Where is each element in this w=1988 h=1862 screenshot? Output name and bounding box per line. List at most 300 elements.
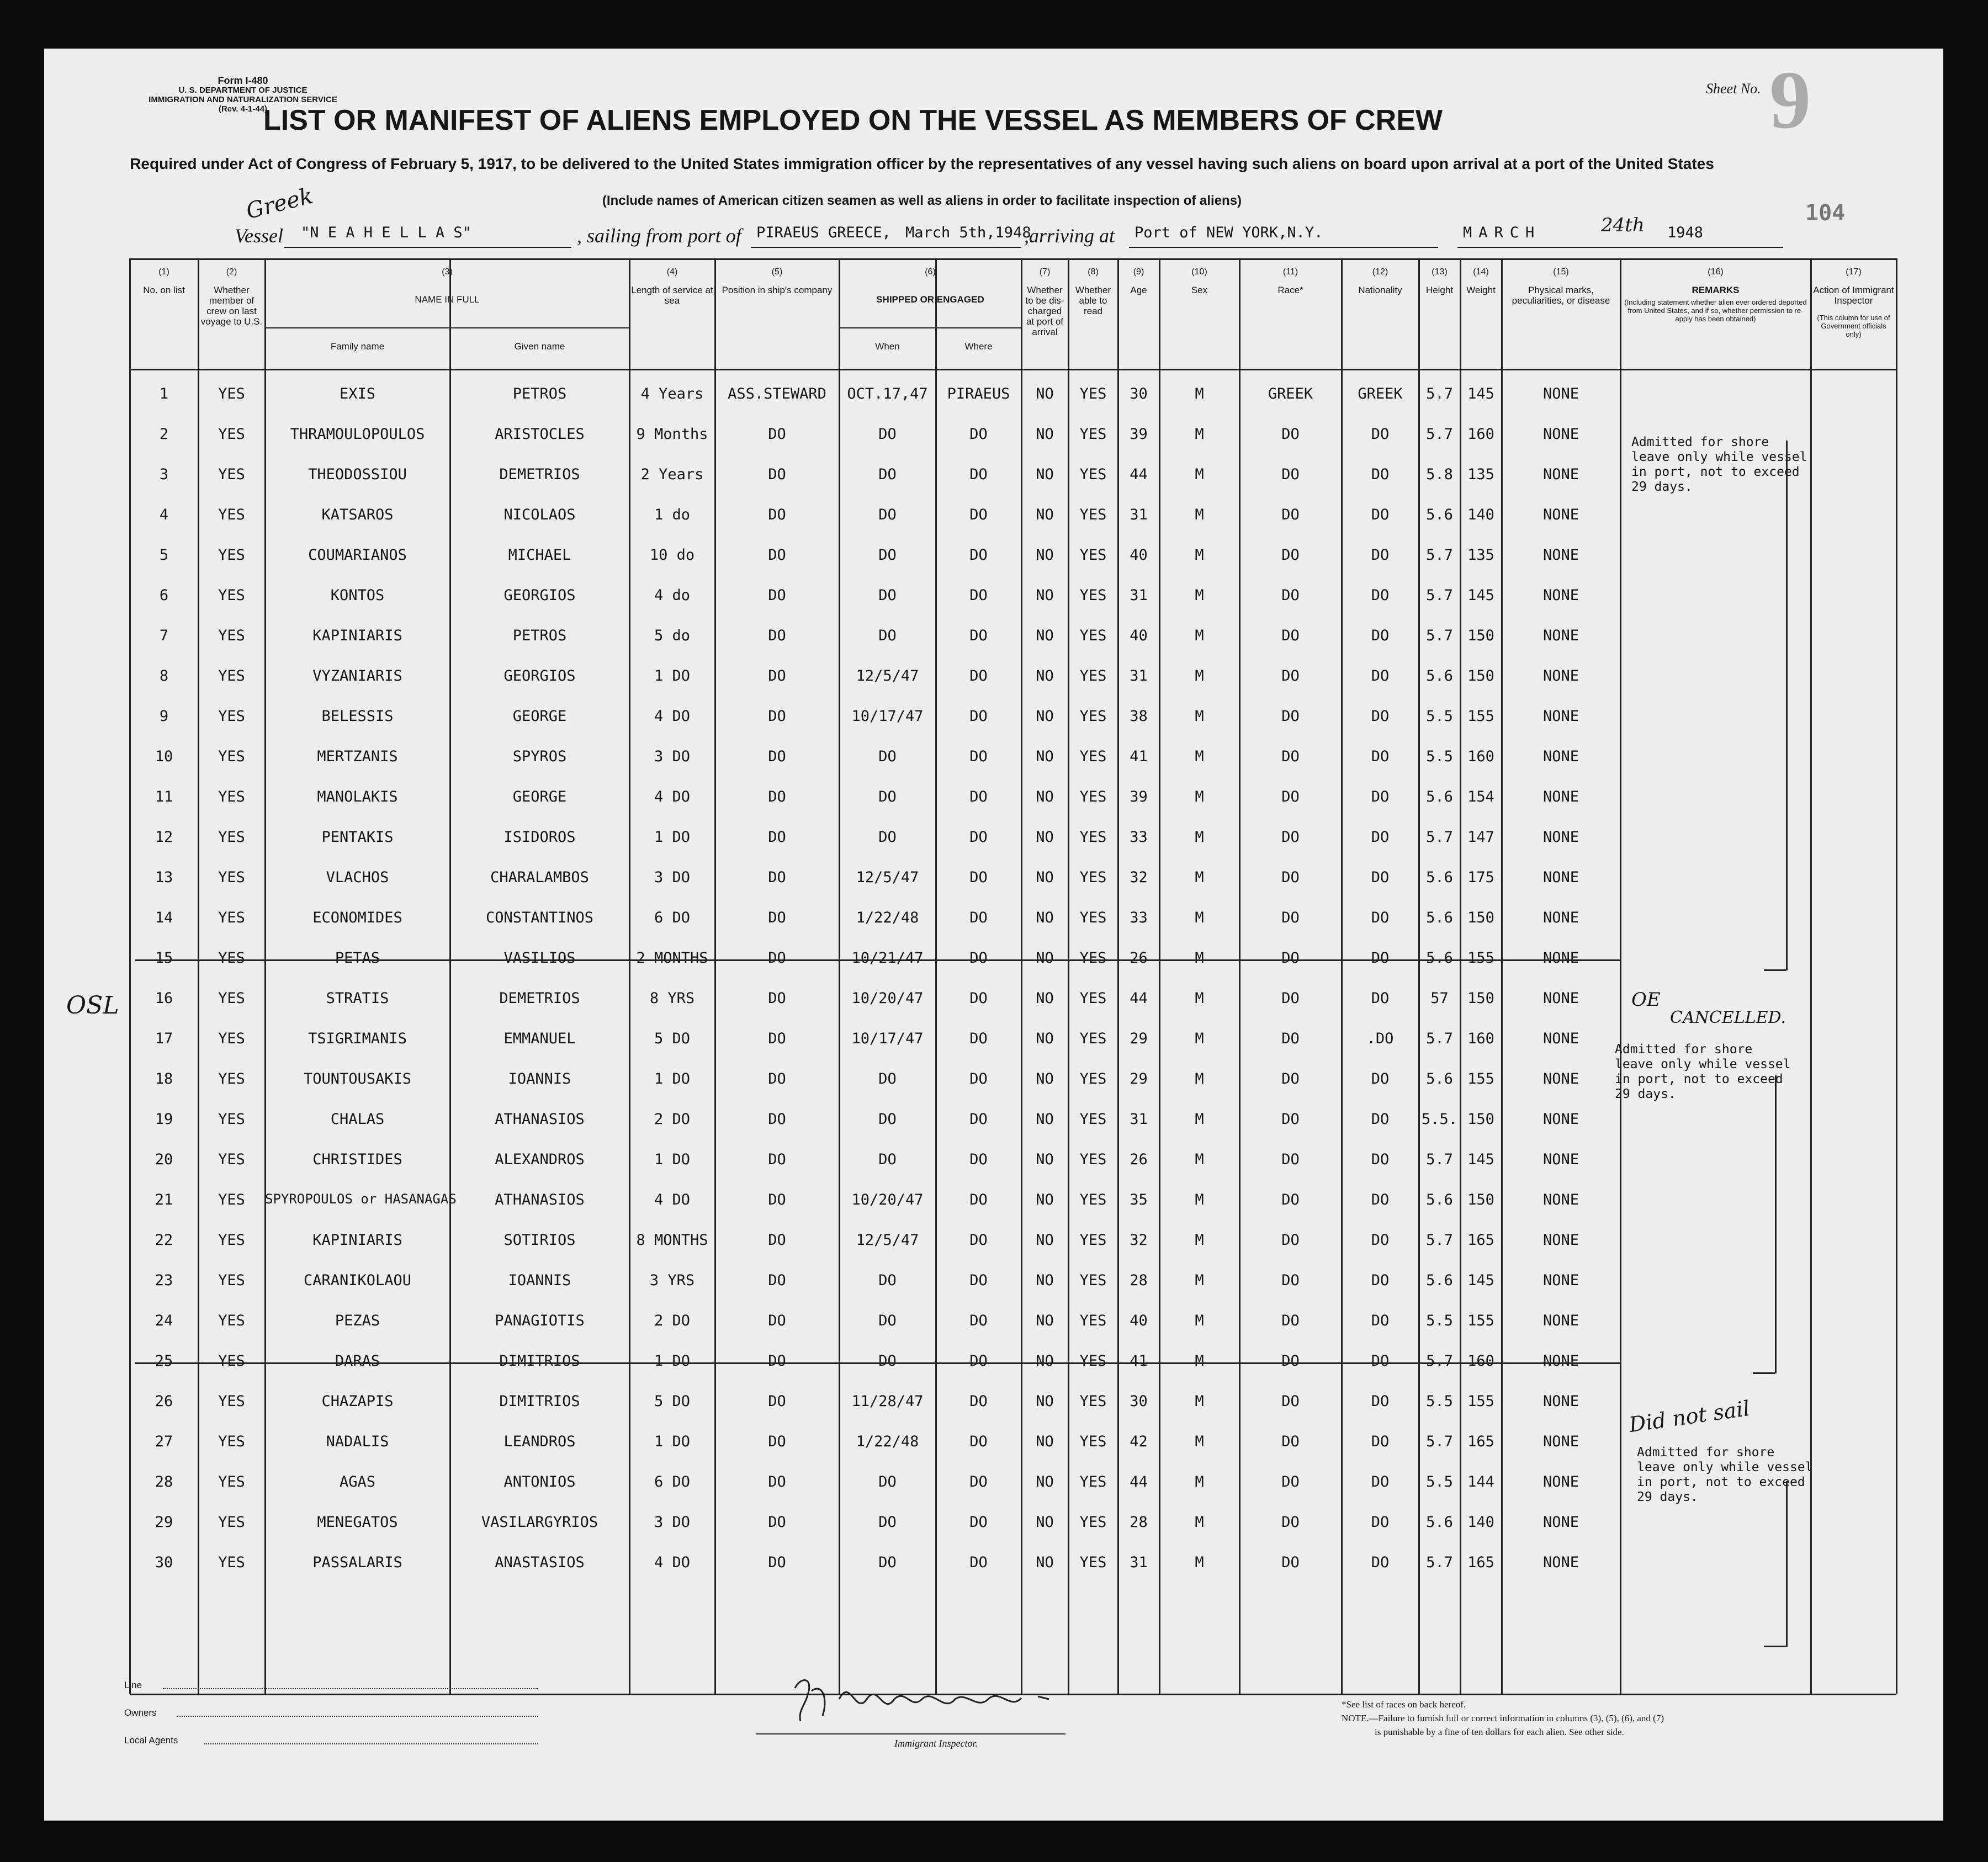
row-25-marks: NONE: [1542, 1352, 1579, 1370]
row-28-nationality: DO: [1371, 1473, 1390, 1490]
row-15-race: DO: [1281, 949, 1300, 967]
row-28-weight: 144: [1467, 1473, 1494, 1490]
row-23-family: CARANIKOLAOU: [303, 1272, 412, 1289]
row-26-nationality: DO: [1371, 1393, 1390, 1410]
form-service: IMMIGRATION AND NATURALIZATION SERVICE: [149, 95, 337, 104]
row-8-where: DO: [969, 667, 988, 685]
row-8-race: DO: [1281, 667, 1300, 685]
row-14-height: 5.6: [1426, 909, 1453, 926]
sheet-label: Sheet No.: [1706, 81, 1761, 97]
row-26-service: 5 DO: [654, 1393, 691, 1410]
row-1-height: 5.7: [1426, 385, 1453, 402]
row-16-sex: M: [1195, 990, 1204, 1007]
footnote-fine-cont: is punishable by a fine of ten dollars for each alien. See other side.: [1375, 1727, 1624, 1737]
row-23-given: IOANNIS: [508, 1272, 571, 1289]
row-3-crew: YES: [218, 466, 245, 483]
remarks-bracket-end: [1764, 1646, 1786, 1647]
row-5-family: COUMARIANOS: [308, 547, 407, 564]
row-30-sex: M: [1195, 1554, 1204, 1571]
column-header-7: Whether to be dis-charged at port of arrival: [1025, 285, 1064, 337]
table-top-rule: [130, 258, 1896, 260]
remarks-oe-initials: OE: [1631, 989, 1661, 1011]
row-10-given: SPYROS: [512, 748, 567, 765]
column-number-2: (2): [226, 267, 237, 277]
row-4-read: YES: [1079, 506, 1107, 523]
row-15-when: 10/21/47: [851, 949, 924, 967]
row-23-position: DO: [768, 1272, 786, 1289]
row-28-age: 44: [1130, 1473, 1148, 1490]
row-3-race: DO: [1281, 466, 1300, 483]
row-14-service: 6 DO: [654, 909, 691, 926]
row-6-no: 6: [159, 587, 169, 604]
row-23-crew: YES: [218, 1272, 245, 1289]
row-10-age: 41: [1130, 748, 1148, 765]
row-29-marks: NONE: [1542, 1514, 1579, 1531]
row-23-when: DO: [878, 1272, 897, 1289]
row-12-crew: YES: [218, 829, 245, 846]
arriving-label: ,arriving at: [1024, 225, 1115, 247]
row-2-height: 5.7: [1426, 426, 1453, 443]
row-29-race: DO: [1281, 1514, 1300, 1531]
remarks-bracket-line: [1775, 1075, 1777, 1373]
row-11-crew: YES: [218, 788, 245, 805]
column-number-13: (13): [1432, 267, 1448, 277]
row-5-given: MICHAEL: [508, 547, 571, 564]
row-28-race: DO: [1281, 1473, 1300, 1490]
row-29-no: 29: [155, 1514, 173, 1531]
row-8-when: 12/5/47: [856, 667, 919, 685]
row-20-sex: M: [1195, 1151, 1204, 1168]
inspector-signature: [778, 1666, 1065, 1738]
row-13-when: 12/5/47: [856, 869, 919, 886]
row-10-weight: 160: [1467, 748, 1494, 765]
row-28-given: ANTONIOS: [503, 1473, 576, 1490]
row-4-service: 1 do: [654, 506, 691, 523]
row-11-where: DO: [969, 788, 988, 805]
row-6-service: 4 do: [654, 587, 691, 604]
remarks-did-not-sail: Did not sail: [1627, 1396, 1752, 1437]
row-16-no: 16: [155, 990, 173, 1007]
row-29-where: DO: [969, 1514, 988, 1531]
row-28-discharged: NO: [1036, 1473, 1054, 1490]
row-11-given: GEORGE: [512, 788, 567, 805]
row-30-marks: NONE: [1542, 1554, 1579, 1571]
row-6-marks: NONE: [1542, 587, 1579, 604]
row-8-marks: NONE: [1542, 667, 1579, 685]
row-28-position: DO: [768, 1473, 786, 1490]
row-18-marks: NONE: [1542, 1070, 1579, 1088]
arrival-month: MARCH: [1463, 224, 1541, 241]
row-15-discharged: NO: [1036, 949, 1054, 967]
row-16-marks: NONE: [1542, 990, 1579, 1007]
row-17-discharged: NO: [1036, 1030, 1054, 1047]
row-13-family: VLACHOS: [326, 869, 389, 886]
row-5-no: 5: [159, 547, 169, 564]
row-30-race: DO: [1281, 1554, 1300, 1571]
row-10-when: DO: [878, 748, 897, 765]
row-27-race: DO: [1281, 1433, 1300, 1450]
row-25-age: 41: [1130, 1352, 1148, 1370]
row-13-sex: M: [1195, 869, 1204, 886]
row-16-nationality: DO: [1371, 990, 1390, 1007]
row-4-marks: NONE: [1542, 506, 1579, 523]
row-3-nationality: DO: [1371, 466, 1390, 483]
row-6-read: YES: [1079, 587, 1107, 604]
row-11-discharged: NO: [1036, 788, 1054, 805]
row-7-given: PETROS: [512, 627, 567, 644]
row-3-age: 44: [1130, 466, 1148, 483]
row-21-race: DO: [1281, 1191, 1300, 1208]
row-27-weight: 165: [1467, 1433, 1494, 1450]
row-5-service: 10 do: [649, 547, 695, 564]
row-3-weight: 135: [1467, 466, 1494, 483]
row-2-nationality: DO: [1371, 426, 1390, 443]
row-11-no: 11: [155, 788, 173, 805]
row-26-family: CHAZAPIS: [321, 1393, 394, 1410]
row-25-crew: YES: [218, 1352, 245, 1370]
column-header-17: Action of Immigrant Inspector: [1813, 285, 1894, 306]
column-header-16: REMARKS: [1692, 285, 1740, 295]
row-18-read: YES: [1079, 1070, 1107, 1088]
row-15-family: PETAS: [335, 949, 380, 967]
row-4-family: KATSAROS: [321, 506, 394, 523]
row-13-discharged: NO: [1036, 869, 1054, 886]
row-19-no: 19: [155, 1111, 173, 1128]
row-4-when: DO: [878, 506, 897, 523]
row-12-marks: NONE: [1542, 829, 1579, 846]
row-28-when: DO: [878, 1473, 897, 1490]
row-1-race: GREEK: [1268, 385, 1313, 402]
row-25-weight: 160: [1467, 1352, 1494, 1370]
row-24-age: 40: [1130, 1312, 1148, 1329]
row-8-family: VYZANIARIS: [312, 667, 402, 685]
row-30-where: DO: [969, 1554, 988, 1571]
column-header-6: SHIPPED OR ENGAGED: [876, 294, 984, 305]
row-26-marks: NONE: [1542, 1393, 1579, 1410]
form-number: Form I-480: [218, 75, 268, 86]
row-11-weight: 154: [1467, 788, 1494, 805]
row-1-where: PIRAEUS: [947, 385, 1010, 402]
row-17-crew: YES: [218, 1030, 245, 1047]
row-2-age: 39: [1130, 426, 1148, 443]
column-header-4: Length of service at sea: [631, 285, 713, 306]
row-13-no: 13: [155, 869, 173, 886]
row-28-marks: NONE: [1542, 1473, 1579, 1490]
row-24-discharged: NO: [1036, 1312, 1054, 1329]
row-20-read: YES: [1079, 1151, 1107, 1168]
row-7-nationality: DO: [1371, 627, 1390, 644]
row-10-height: 5.5: [1426, 748, 1453, 765]
row-6-nationality: DO: [1371, 587, 1390, 604]
row-20-family: CHRISTIDES: [312, 1151, 402, 1168]
row-17-position: DO: [768, 1030, 786, 1047]
row-2-marks: NONE: [1542, 426, 1579, 443]
row-20-no: 20: [155, 1151, 173, 1168]
row-12-nationality: DO: [1371, 829, 1390, 846]
row-6-weight: 145: [1467, 587, 1494, 604]
row-4-given: NICOLAOS: [503, 506, 576, 523]
row-24-position: DO: [768, 1312, 786, 1329]
row-22-read: YES: [1079, 1232, 1107, 1249]
remarks-bracket-end: [1764, 969, 1786, 971]
row-9-position: DO: [768, 708, 786, 725]
row-19-discharged: NO: [1036, 1111, 1054, 1128]
row-29-service: 3 DO: [654, 1514, 691, 1531]
row-24-service: 2 DO: [654, 1312, 691, 1329]
row-5-where: DO: [969, 547, 988, 564]
row-10-service: 3 DO: [654, 748, 691, 765]
row-3-discharged: NO: [1036, 466, 1054, 483]
row-26-height: 5.5: [1426, 1393, 1453, 1410]
row-18-position: DO: [768, 1070, 786, 1088]
row-12-discharged: NO: [1036, 829, 1054, 846]
row-10-sex: M: [1195, 748, 1204, 765]
column-header-15: Physical marks, peculiarities, or disease: [1512, 285, 1610, 306]
row-26-weight: 155: [1467, 1393, 1494, 1410]
row-21-crew: YES: [218, 1191, 245, 1208]
row-5-position: DO: [768, 547, 786, 564]
row-10-read: YES: [1079, 748, 1107, 765]
row-23-read: YES: [1079, 1272, 1107, 1289]
remarks-cancelled: CANCELLED.: [1670, 1008, 1786, 1027]
row-12-weight: 147: [1467, 829, 1494, 846]
row-9-sex: M: [1195, 708, 1204, 725]
row-24-sex: M: [1195, 1312, 1204, 1329]
row-28-read: YES: [1079, 1473, 1107, 1490]
footer-owners-label: Owners: [124, 1707, 157, 1718]
row-3-where: DO: [969, 466, 988, 483]
row-18-race: DO: [1281, 1070, 1300, 1088]
row-22-sex: M: [1195, 1232, 1204, 1249]
column-header-note-16: (Including statement whether alien ever ordered deported from United States, and if so, whether permission to re-apply has been obtained): [1624, 298, 1807, 323]
row-8-weight: 150: [1467, 667, 1494, 685]
row-22-crew: YES: [218, 1232, 245, 1249]
row-24-family: PEZAS: [335, 1312, 380, 1329]
row-16-discharged: NO: [1036, 990, 1054, 1007]
row-30-crew: YES: [218, 1554, 245, 1571]
row-9-crew: YES: [218, 708, 245, 725]
row-29-discharged: NO: [1036, 1514, 1054, 1531]
row-30-nationality: DO: [1371, 1554, 1390, 1571]
row-23-discharged: NO: [1036, 1272, 1054, 1289]
row-15-position: DO: [768, 949, 786, 967]
row-2-read: YES: [1079, 426, 1107, 443]
row-21-family: SPYROPOULOS or HASANAGAS: [265, 1191, 457, 1207]
row-11-family: MANOLAKIS: [317, 788, 398, 805]
handwritten-vessel-note: Greek: [243, 183, 316, 225]
vessel-label: Vessel: [235, 225, 283, 247]
row-29-weight: 140: [1467, 1514, 1494, 1531]
row-2-race: DO: [1281, 426, 1300, 443]
row-27-given: LEANDROS: [503, 1433, 576, 1450]
row-19-read: YES: [1079, 1111, 1107, 1128]
row-17-height: 5.7: [1426, 1030, 1453, 1047]
row-27-when: 1/22/48: [856, 1433, 919, 1450]
row-13-service: 3 DO: [654, 869, 691, 886]
row-13-nationality: DO: [1371, 869, 1390, 886]
row-16-height: 57: [1430, 990, 1449, 1007]
row-27-crew: YES: [218, 1433, 245, 1450]
column-number-4: (4): [666, 267, 678, 277]
row-6-position: DO: [768, 587, 786, 604]
row-1-position: ASS.STEWARD: [728, 385, 826, 402]
column-header-9: Age: [1130, 285, 1147, 295]
footer-agents-label: Local Agents: [124, 1735, 178, 1746]
row-24-height: 5.5: [1426, 1312, 1453, 1329]
document-subtitle-note: (Include names of American citizen seamen as well as aliens in order to facilitate inspection of aliens): [602, 193, 1242, 208]
row-23-where: DO: [969, 1272, 988, 1289]
name-subheader-rule: [265, 327, 629, 328]
row-10-where: DO: [969, 748, 988, 765]
row-3-sex: M: [1195, 466, 1204, 483]
row-14-given: CONSTANTINOS: [485, 909, 594, 926]
row-1-crew: YES: [218, 385, 245, 402]
row-29-height: 5.6: [1426, 1514, 1453, 1531]
row-20-weight: 145: [1467, 1151, 1494, 1168]
row-12-service: 1 DO: [654, 829, 691, 846]
row-5-discharged: NO: [1036, 547, 1054, 564]
row-12-height: 5.7: [1426, 829, 1453, 846]
row-7-crew: YES: [218, 627, 245, 644]
row-5-age: 40: [1130, 547, 1148, 564]
row-4-where: DO: [969, 506, 988, 523]
row-16-position: DO: [768, 990, 786, 1007]
row-20-nationality: DO: [1371, 1151, 1390, 1168]
document-title: LIST OR MANIFEST OF ALIENS EMPLOYED ON THE VESSEL AS MEMBERS OF CREW: [263, 104, 1443, 136]
row-6-family: KONTOS: [330, 587, 385, 604]
table-header-rule: [130, 369, 1896, 370]
row-15-height: 5.6: [1426, 949, 1453, 967]
row-27-position: DO: [768, 1433, 786, 1450]
row-4-no: 4: [159, 506, 169, 523]
row-2-discharged: NO: [1036, 426, 1054, 443]
column-number-7: (7): [1039, 267, 1051, 277]
row-28-crew: YES: [218, 1473, 245, 1490]
row-15-no: 15: [155, 949, 173, 967]
row-13-given: CHARALAMBOS: [490, 869, 589, 886]
row-20-when: DO: [878, 1151, 897, 1168]
row-11-position: DO: [768, 788, 786, 805]
row-22-given: SOTIRIOS: [503, 1232, 576, 1249]
row-8-height: 5.6: [1426, 667, 1453, 685]
row-25-where: DO: [969, 1352, 988, 1370]
row-9-nationality: DO: [1371, 708, 1390, 725]
row-21-weight: 150: [1467, 1191, 1494, 1208]
row-12-family: PENTAKIS: [321, 829, 394, 846]
row-18-no: 18: [155, 1070, 173, 1088]
row-17-read: YES: [1079, 1030, 1107, 1047]
row-7-position: DO: [768, 627, 786, 644]
row-22-age: 32: [1130, 1232, 1148, 1249]
column-header-14: Weight: [1466, 285, 1496, 295]
row-10-nationality: DO: [1371, 748, 1390, 765]
row-20-discharged: NO: [1036, 1151, 1054, 1168]
row-6-height: 5.7: [1426, 587, 1453, 604]
row-8-discharged: NO: [1036, 667, 1054, 685]
row-13-read: YES: [1079, 869, 1107, 886]
row-8-crew: YES: [218, 667, 245, 685]
row-12-age: 33: [1130, 829, 1148, 846]
column-number-1: (1): [158, 267, 169, 277]
row-23-weight: 145: [1467, 1272, 1494, 1289]
row-9-when: 10/17/47: [851, 708, 924, 725]
column-number-3: (3): [442, 267, 453, 277]
row-25-no: 25: [155, 1352, 173, 1370]
row-11-nationality: DO: [1371, 788, 1390, 805]
row-26-race: DO: [1281, 1393, 1300, 1410]
row-9-family: BELESSIS: [321, 708, 394, 725]
row-21-when: 10/20/47: [851, 1191, 924, 1208]
row-9-age: 38: [1130, 708, 1148, 725]
row-10-family: MERTZANIS: [317, 748, 398, 765]
row-19-nationality: DO: [1371, 1111, 1390, 1128]
row-28-height: 5.5: [1426, 1473, 1453, 1490]
row-5-when: DO: [878, 547, 897, 564]
footnote-fine: NOTE.—Failure to furnish full or correct information in columns (3), (5), (6), and (7): [1342, 1713, 1664, 1723]
row-26-where: DO: [969, 1393, 988, 1410]
row-21-given: ATHANASIOS: [495, 1191, 585, 1208]
row-13-crew: YES: [218, 869, 245, 886]
row-5-race: DO: [1281, 547, 1300, 564]
row-29-read: YES: [1079, 1514, 1107, 1531]
row-25-given: DIMITRIOS: [499, 1352, 580, 1370]
row-3-no: 3: [159, 466, 169, 483]
row-24-nationality: DO: [1371, 1312, 1390, 1329]
row-22-race: DO: [1281, 1232, 1300, 1249]
row-25-family: DARAS: [335, 1352, 380, 1370]
row-15-service: 2 MONTHS: [636, 949, 708, 967]
row-18-nationality: DO: [1371, 1070, 1390, 1088]
row-15-where: DO: [969, 949, 988, 967]
row-16-service: 8 YRS: [649, 990, 695, 1007]
row-14-race: DO: [1281, 909, 1300, 926]
arrival-year: 1948: [1667, 224, 1704, 241]
row-12-when: DO: [878, 829, 897, 846]
row-30-given: ANASTASIOS: [495, 1554, 585, 1571]
remarks-admitted-rows-26-30: Admitted for shore leave only while vessel in port, not to exceed 29 days.: [1637, 1445, 1813, 1504]
row-15-nationality: DO: [1371, 949, 1390, 967]
row-22-family: KAPINIARIS: [312, 1232, 402, 1249]
row-17-service: 5 DO: [654, 1030, 691, 1047]
row-5-sex: M: [1195, 547, 1204, 564]
row-30-when: DO: [878, 1554, 897, 1571]
column-header-11: Race*: [1277, 285, 1303, 295]
row-16-read: YES: [1079, 990, 1107, 1007]
row-15-age: 26: [1130, 949, 1148, 967]
row-23-service: 3 YRS: [649, 1272, 695, 1289]
row-13-race: DO: [1281, 869, 1300, 886]
row-21-no: 21: [155, 1191, 173, 1208]
row-27-height: 5.7: [1426, 1433, 1453, 1450]
row-22-weight: 165: [1467, 1232, 1494, 1249]
row-14-age: 33: [1130, 909, 1148, 926]
row-24-when: DO: [878, 1312, 897, 1329]
row-3-given: DEMETRIOS: [499, 466, 580, 483]
row-14-family: ECONOMIDES: [312, 909, 402, 926]
row-20-given: ALEXANDROS: [495, 1151, 585, 1168]
row-9-race: DO: [1281, 708, 1300, 725]
row-19-where: DO: [969, 1111, 988, 1128]
row-22-marks: NONE: [1542, 1232, 1579, 1249]
row-24-where: DO: [969, 1312, 988, 1329]
column-subheader-when: When: [875, 341, 900, 352]
row-11-race: DO: [1281, 788, 1300, 805]
row-7-race: DO: [1281, 627, 1300, 644]
row-23-race: DO: [1281, 1272, 1300, 1289]
row-25-when: DO: [878, 1352, 897, 1370]
row-30-weight: 165: [1467, 1554, 1494, 1571]
row-23-nationality: DO: [1371, 1272, 1390, 1289]
